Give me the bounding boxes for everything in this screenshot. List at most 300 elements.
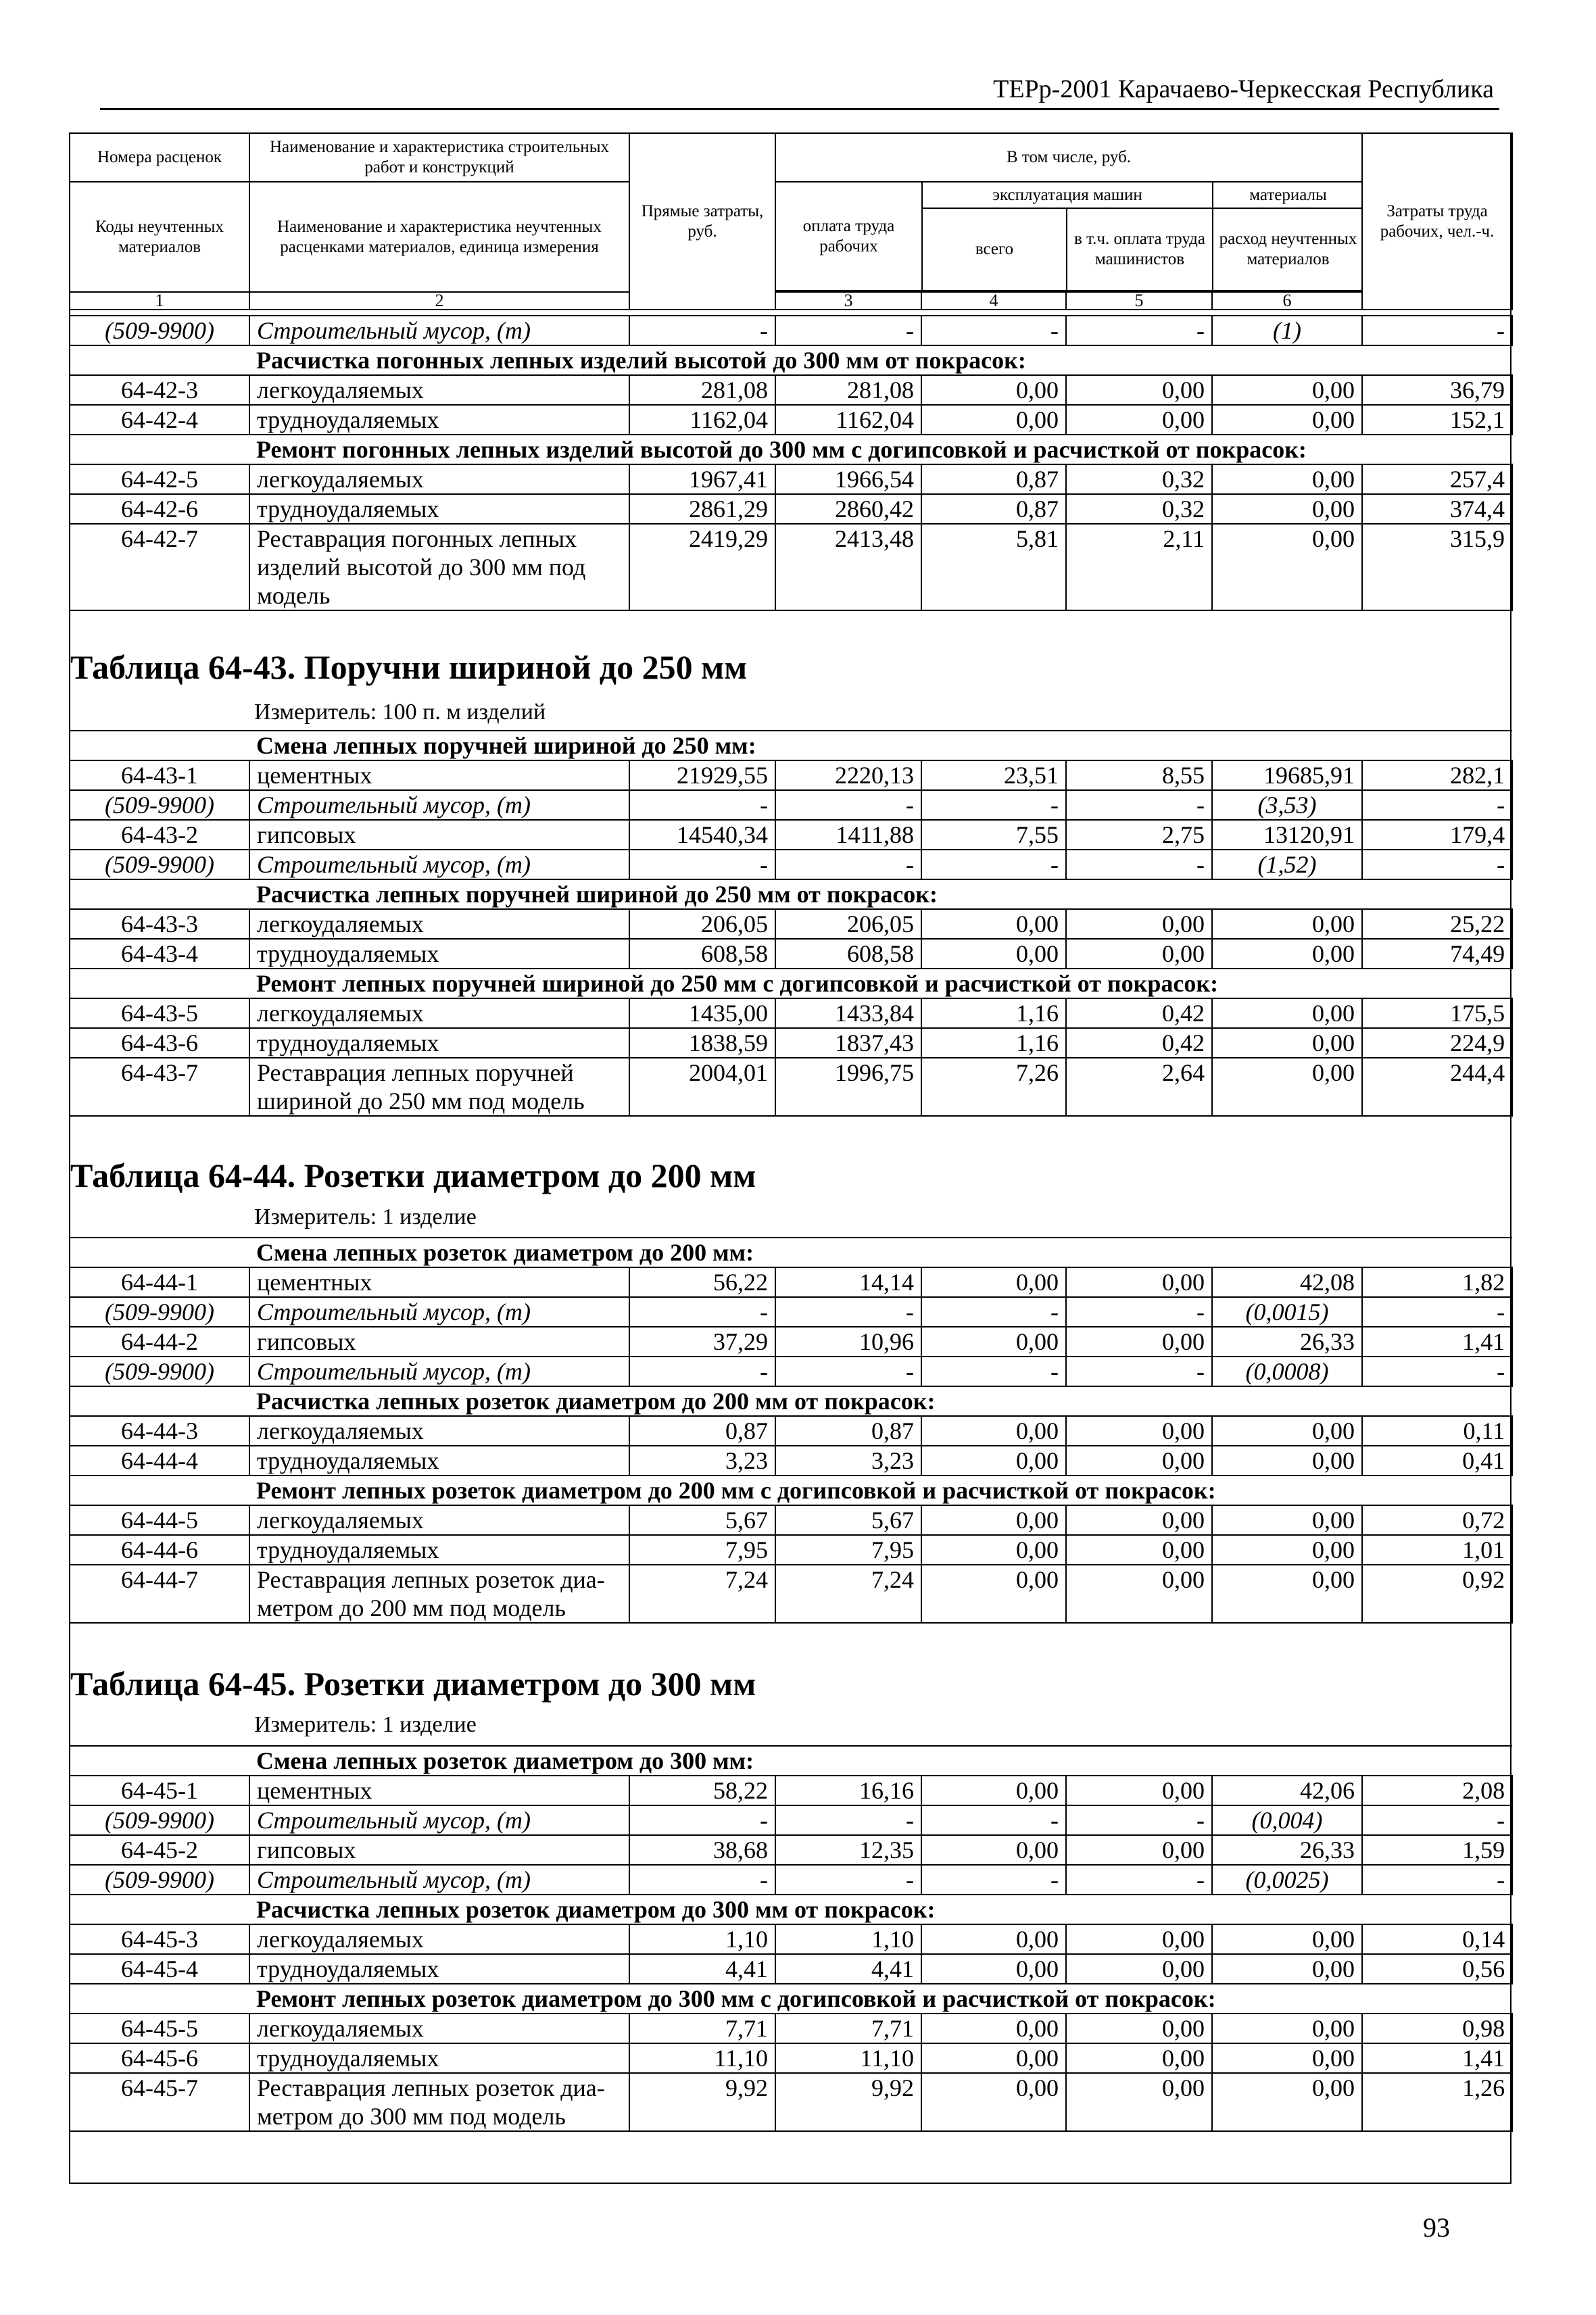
table-row [70, 494, 1512, 524]
labor-costs-cell: 175,5 [1362, 998, 1512, 1028]
labor-pay-cell: - [775, 790, 921, 820]
work-name-cell: Строительный мусор, (т) [249, 850, 629, 879]
work-name-cell: легкоудаляемых [249, 1416, 629, 1446]
work-name-cell: легкоудаляемых [249, 998, 629, 1028]
table-measure: Измеритель: 1 изделие [254, 1204, 477, 1229]
materials-cell: 42,08 [1212, 1267, 1362, 1297]
direct-costs-cell: 7,95 [629, 1535, 775, 1565]
machines-pay-cell: 0,00 [1066, 1416, 1212, 1446]
labor-costs-cell: 0,92 [1362, 1565, 1512, 1623]
materials-cell: 0,00 [1212, 2073, 1362, 2131]
labor-pay-cell: 3,23 [775, 1446, 921, 1476]
machines-pay-cell: 2,11 [1066, 524, 1212, 610]
table-row [70, 1535, 1512, 1565]
direct-costs-cell: 37,29 [629, 1327, 775, 1357]
machines-total-cell: 0,00 [921, 375, 1066, 405]
category-row [70, 1238, 1512, 1267]
rate-code-cell: 64-44-3 [70, 1416, 249, 1446]
machines-total-cell: 0,00 [921, 1954, 1066, 1984]
materials-cell: 42,06 [1212, 1776, 1362, 1805]
rate-code-cell: 64-43-5 [70, 998, 249, 1028]
col-num: 6 [1212, 292, 1362, 310]
rate-code-cell: 64-43-2 [70, 820, 249, 850]
machines-total-cell: 0,00 [921, 1267, 1066, 1297]
labor-pay-cell: 7,95 [775, 1535, 921, 1565]
machines-pay-cell: 0,32 [1066, 464, 1212, 494]
labor-pay-cell: 206,05 [775, 909, 921, 939]
machines-total-cell: - [921, 850, 1066, 879]
machines-pay-cell: 0,00 [1066, 1267, 1212, 1297]
work-name-cell: трудноудаляемых [249, 1954, 629, 1984]
rate-code-cell: 64-43-7 [70, 1058, 249, 1116]
work-name-cell: трудноудаляемых [249, 1535, 629, 1565]
work-name-cell: трудноудаляемых [249, 1028, 629, 1058]
direct-costs-cell: 2004,01 [629, 1058, 775, 1116]
category-row [70, 1895, 1512, 1924]
labor-pay-cell: 1,10 [775, 1924, 921, 1954]
rate-code-cell: 64-44-5 [70, 1505, 249, 1535]
work-name-cell: гипсовых [249, 1327, 629, 1357]
work-name-cell: цементных [249, 1776, 629, 1805]
work-name-cell: трудноудаляемых [249, 405, 629, 435]
labor-costs-cell: 1,41 [1362, 1327, 1512, 1357]
materials-cell: 0,00 [1212, 375, 1362, 405]
category-row [70, 1746, 1512, 1776]
labor-costs-cell: 282,1 [1362, 760, 1512, 790]
labor-costs-cell: 152,1 [1362, 405, 1512, 435]
direct-costs-cell: - [629, 1357, 775, 1386]
direct-costs-cell: 56,22 [629, 1267, 775, 1297]
materials-cell: 0,00 [1212, 1535, 1362, 1565]
section-table [69, 315, 1513, 611]
materials-cell: (0,0025) [1212, 1865, 1362, 1895]
labor-costs-cell: 244,4 [1362, 1058, 1512, 1116]
direct-costs-cell: 206,05 [629, 909, 775, 939]
table-row [70, 464, 1512, 494]
work-name-cell: Строительный мусор, (т) [249, 1297, 629, 1327]
labor-pay-cell: 12,35 [775, 1835, 921, 1865]
col-name-materials: Наименование и характеристика неучтенных расценками материалов, единица измерения [249, 182, 629, 292]
direct-costs-cell: 5,67 [629, 1505, 775, 1535]
labor-pay-cell: 2413,48 [775, 524, 921, 610]
table-row [70, 405, 1512, 435]
machines-total-cell: 0,00 [921, 2073, 1066, 2131]
category-caption: Смена лепных розеток диаметром до 200 мм: [70, 1238, 1512, 1267]
materials-cell: 0,00 [1212, 1505, 1362, 1535]
section-table [69, 730, 1513, 1117]
direct-costs-cell: - [629, 316, 775, 345]
rate-code-cell: 64-43-4 [70, 939, 249, 969]
machines-pay-cell: - [1066, 850, 1212, 879]
rate-code-cell: 64-45-3 [70, 1924, 249, 1954]
col-machines-pay: в т.ч. оплата труда машинистов [1067, 208, 1213, 291]
machines-pay-cell: 0,00 [1066, 1565, 1212, 1623]
machines-pay-cell: - [1066, 1357, 1212, 1386]
work-name-cell: легкоудаляемых [249, 1505, 629, 1535]
labor-costs-cell: 1,26 [1362, 2073, 1512, 2131]
labor-costs-cell: 0,72 [1362, 1505, 1512, 1535]
category-row [70, 969, 1512, 998]
material-row [70, 790, 1512, 820]
col-num: 5 [1066, 292, 1212, 310]
category-row [70, 731, 1512, 760]
machines-total-cell: 1,16 [921, 998, 1066, 1028]
table-row [70, 1776, 1512, 1805]
col-num: 3 [775, 292, 921, 310]
labor-costs-cell: 257,4 [1362, 464, 1512, 494]
direct-costs-cell: 9,92 [629, 2073, 775, 2131]
labor-costs-cell: 0,56 [1362, 1954, 1512, 1984]
labor-pay-cell: - [775, 1805, 921, 1835]
labor-costs-cell: 25,22 [1362, 909, 1512, 939]
col-direct-costs: Прямые затраты, руб. [629, 133, 775, 310]
work-name-cell: легкоудаляемых [249, 1924, 629, 1954]
machines-pay-cell: 0,00 [1066, 939, 1212, 969]
rate-code-cell: 64-44-2 [70, 1327, 249, 1357]
machines-pay-cell: 2,75 [1066, 820, 1212, 850]
table-measure: Измеритель: 1 изделие [254, 1712, 477, 1737]
labor-costs-cell: - [1362, 850, 1512, 879]
materials-cell: 0,00 [1212, 1954, 1362, 1984]
col-num: 1 [70, 292, 249, 310]
labor-pay-cell: - [775, 1357, 921, 1386]
machines-pay-cell: 0,00 [1066, 2014, 1212, 2043]
materials-cell: 0,00 [1212, 524, 1362, 610]
direct-costs-cell: 3,23 [629, 1446, 775, 1476]
materials-cell: (0,0015) [1212, 1297, 1362, 1327]
labor-costs-cell: - [1362, 1297, 1512, 1327]
table-row [70, 375, 1512, 405]
machines-pay-cell: 0,42 [1066, 998, 1212, 1028]
labor-pay-cell: - [775, 1865, 921, 1895]
machines-total-cell: 0,00 [921, 405, 1066, 435]
table-row [70, 1267, 1512, 1297]
rate-code-cell: 64-43-6 [70, 1028, 249, 1058]
machines-pay-cell: 8,55 [1066, 760, 1212, 790]
labor-costs-cell: - [1362, 790, 1512, 820]
rate-code-cell: 64-45-2 [70, 1835, 249, 1865]
labor-pay-cell: 10,96 [775, 1327, 921, 1357]
labor-pay-cell: 14,14 [775, 1267, 921, 1297]
work-name-cell: трудноудаляемых [249, 494, 629, 524]
section-table [69, 1237, 1513, 1624]
machines-pay-cell: - [1066, 1297, 1212, 1327]
machines-pay-cell: - [1066, 790, 1212, 820]
header-rule [100, 108, 1499, 110]
category-row [70, 435, 1512, 464]
category-row [70, 345, 1512, 375]
rate-code-cell: 64-42-3 [70, 375, 249, 405]
labor-costs-cell: 179,4 [1362, 820, 1512, 850]
labor-pay-cell: 281,08 [775, 375, 921, 405]
labor-pay-cell: 0,87 [775, 1416, 921, 1446]
running-header: ТЕРр-2001 Карачаево-Черкесская Республика [993, 75, 1494, 103]
materials-cell: 13120,91 [1212, 820, 1362, 850]
rate-code-cell: (509-9900) [70, 1357, 249, 1386]
labor-costs-cell: 0,14 [1362, 1924, 1512, 1954]
labor-pay-cell: 1996,75 [775, 1058, 921, 1116]
category-caption: Ремонт погонных лепных изделий высотой до 300 мм с догипсовкой и расчисткой от покрасок: [70, 435, 1512, 464]
labor-pay-cell: - [775, 1297, 921, 1327]
machines-total-cell: 0,00 [921, 1924, 1066, 1954]
rate-code-cell: 64-44-6 [70, 1535, 249, 1565]
work-name-cell: цементных [249, 1267, 629, 1297]
direct-costs-cell: 608,58 [629, 939, 775, 969]
labor-pay-cell: 4,41 [775, 1954, 921, 1984]
material-row [70, 1805, 1512, 1835]
col-labor-pay: оплата труда рабочих [776, 182, 922, 291]
rate-code-cell: (509-9900) [70, 1297, 249, 1327]
machines-pay-cell: 0,00 [1066, 1924, 1212, 1954]
work-name-cell: цементных [249, 760, 629, 790]
col-num: 2 [249, 292, 629, 310]
direct-costs-cell: 1838,59 [629, 1028, 775, 1058]
col-num: 4 [921, 292, 1066, 310]
direct-costs-cell: - [629, 790, 775, 820]
labor-costs-cell: 0,98 [1362, 2014, 1512, 2043]
machines-pay-cell: - [1066, 316, 1212, 345]
labor-pay-cell: 2220,13 [775, 760, 921, 790]
work-name-cell: Реставрация лепных розеток диа-метром до 300 мм под модель [249, 2073, 629, 2131]
labor-costs-cell: - [1362, 316, 1512, 345]
direct-costs-cell: 1967,41 [629, 464, 775, 494]
machines-total-cell: - [921, 1297, 1066, 1327]
machines-total-cell: - [921, 316, 1066, 345]
page-number: 93 [1423, 2212, 1450, 2243]
materials-cell: 0,00 [1212, 1028, 1362, 1058]
category-row [70, 879, 1512, 909]
rate-code-cell: 64-45-1 [70, 1776, 249, 1805]
table-title: Таблица 64-44. Розетки диаметром до 200 мм [70, 1156, 756, 1194]
rate-code-cell: (509-9900) [70, 1805, 249, 1835]
machines-total-cell: - [921, 790, 1066, 820]
machines-total-cell: - [921, 1357, 1066, 1386]
work-name-cell: трудноудаляемых [249, 2043, 629, 2073]
rate-code-cell: 64-42-4 [70, 405, 249, 435]
materials-cell: (3,53) [1212, 790, 1362, 820]
direct-costs-cell: - [629, 1805, 775, 1835]
rate-code-cell: 64-45-4 [70, 1954, 249, 1984]
col-rate-numbers: Номера расценок [70, 133, 249, 182]
machines-total-cell: 0,00 [921, 1446, 1066, 1476]
direct-costs-cell: 11,10 [629, 2043, 775, 2073]
work-name-cell: легкоудаляемых [249, 375, 629, 405]
machines-total-cell: 0,00 [921, 1505, 1066, 1535]
work-name-cell: Реставрация лепных поручней шириной до 250 мм под модель [249, 1058, 629, 1116]
labor-pay-cell: 11,10 [775, 2043, 921, 2073]
category-caption: Расчистка лепных поручней шириной до 250 мм от покрасок: [70, 879, 1512, 909]
rate-code-cell: 64-42-6 [70, 494, 249, 524]
col-sub-header [775, 182, 1362, 292]
materials-cell: 0,00 [1212, 1446, 1362, 1476]
rate-code-cell: 64-42-7 [70, 524, 249, 610]
table-row [70, 820, 1512, 850]
labor-pay-cell: 608,58 [775, 939, 921, 969]
materials-cell: 0,00 [1212, 939, 1362, 969]
machines-pay-cell: - [1066, 1865, 1212, 1895]
rate-code-cell: 64-45-7 [70, 2073, 249, 2131]
table-row [70, 1028, 1512, 1058]
machines-pay-cell: 0,00 [1066, 1776, 1212, 1805]
work-name-cell: Строительный мусор, (т) [249, 1357, 629, 1386]
machines-pay-cell: 0,00 [1066, 405, 1212, 435]
labor-costs-cell: - [1362, 1865, 1512, 1895]
category-caption: Смена лепных поручней шириной до 250 мм: [70, 731, 1512, 760]
work-name-cell: Реставрация лепных розеток диа-метром до 200 мм под модель [249, 1565, 629, 1623]
work-name-cell: Строительный мусор, (т) [249, 790, 629, 820]
materials-cell: 0,00 [1212, 909, 1362, 939]
material-row [70, 850, 1512, 879]
col-machines-total: всего [922, 208, 1067, 291]
machines-total-cell: - [921, 1805, 1066, 1835]
work-name-cell: Реставрация погонных лепных изделий высотой до 300 мм под модель [249, 524, 629, 610]
direct-costs-cell: 38,68 [629, 1835, 775, 1865]
labor-costs-cell: 1,01 [1362, 1535, 1512, 1565]
work-name-cell: легкоудаляемых [249, 2014, 629, 2043]
direct-costs-cell: 21929,55 [629, 760, 775, 790]
materials-cell: (0,004) [1212, 1805, 1362, 1835]
direct-costs-cell: 2419,29 [629, 524, 775, 610]
col-codes: Коды неучтенных материалов [70, 182, 249, 292]
category-caption: Расчистка лепных розеток диаметром до 200 мм от покрасок: [70, 1386, 1512, 1416]
table-row [70, 1505, 1512, 1535]
work-name-cell: легкоудаляемых [249, 909, 629, 939]
table-title: Таблица 64-43. Поручни шириной до 250 мм [70, 648, 748, 686]
rate-code-cell: (509-9900) [70, 316, 249, 345]
labor-pay-cell: 1411,88 [775, 820, 921, 850]
work-name-cell: Строительный мусор, (т) [249, 1865, 629, 1895]
labor-pay-cell: - [775, 316, 921, 345]
category-caption: Ремонт лепных розеток диаметром до 300 мм с догипсовкой и расчисткой от покрасок: [70, 1984, 1512, 2014]
labor-costs-cell: 374,4 [1362, 494, 1512, 524]
direct-costs-cell: 7,24 [629, 1565, 775, 1623]
table-row [70, 2073, 1512, 2131]
rate-code-cell: (509-9900) [70, 1865, 249, 1895]
rate-code-cell: 64-44-4 [70, 1446, 249, 1476]
machines-pay-cell: 2,64 [1066, 1058, 1212, 1116]
direct-costs-cell: 58,22 [629, 1776, 775, 1805]
machines-total-cell: 1,16 [921, 1028, 1066, 1058]
labor-costs-cell: - [1362, 1357, 1512, 1386]
table-row [70, 909, 1512, 939]
materials-cell: 0,00 [1212, 494, 1362, 524]
table-row [70, 1924, 1512, 1954]
rate-code-cell: 64-45-5 [70, 2014, 249, 2043]
labor-costs-cell: 224,9 [1362, 1028, 1512, 1058]
materials-cell: 19685,91 [1212, 760, 1362, 790]
table-row [70, 1565, 1512, 1623]
labor-costs-cell: 1,59 [1362, 1835, 1512, 1865]
machines-total-cell: 0,87 [921, 464, 1066, 494]
category-caption: Ремонт лепных розеток диаметром до 200 мм с догипсовкой и расчисткой от покрасок: [70, 1476, 1512, 1505]
materials-cell: 0,00 [1212, 1058, 1362, 1116]
col-name: Наименование и характеристика строительных работ и конструкций [249, 133, 629, 182]
machines-pay-cell: 0,00 [1066, 1835, 1212, 1865]
category-row [70, 1984, 1512, 2014]
machines-total-cell: 0,00 [921, 1327, 1066, 1357]
material-row [70, 1297, 1512, 1327]
machines-pay-cell: 0,00 [1066, 1446, 1212, 1476]
material-row [70, 316, 1512, 345]
direct-costs-cell: 1435,00 [629, 998, 775, 1028]
direct-costs-cell: 7,71 [629, 2014, 775, 2043]
machines-pay-cell: 0,00 [1066, 1327, 1212, 1357]
materials-cell: 0,00 [1212, 2043, 1362, 2073]
direct-costs-cell: 1162,04 [629, 405, 775, 435]
labor-pay-cell: 9,92 [775, 2073, 921, 2131]
machines-total-cell: 0,00 [921, 1565, 1066, 1623]
rate-code-cell: (509-9900) [70, 850, 249, 879]
col-labor-costs: Затраты труда рабочих, чел.-ч. [1362, 133, 1512, 310]
materials-cell: 0,00 [1212, 1416, 1362, 1446]
category-caption: Расчистка погонных лепных изделий высотой до 300 мм от покрасок: [70, 345, 1512, 375]
direct-costs-cell: 14540,34 [629, 820, 775, 850]
materials-cell: 0,00 [1212, 1924, 1362, 1954]
work-name-cell: Строительный мусор, (т) [249, 1805, 629, 1835]
machines-total-cell: 0,00 [921, 909, 1066, 939]
machines-pay-cell: - [1066, 1805, 1212, 1835]
labor-costs-cell: 1,41 [1362, 2043, 1512, 2073]
materials-cell: (1,52) [1212, 850, 1362, 879]
machines-pay-cell: 0,00 [1066, 2043, 1212, 2073]
rate-code-cell: 64-44-1 [70, 1267, 249, 1297]
labor-pay-cell: 16,16 [775, 1776, 921, 1805]
work-name-cell: гипсовых [249, 1835, 629, 1865]
labor-pay-cell: 7,24 [775, 1565, 921, 1623]
machines-total-cell: 7,26 [921, 1058, 1066, 1116]
category-caption: Расчистка лепных розеток диаметром до 300 мм от покрасок: [70, 1895, 1512, 1924]
machines-pay-cell: 0,00 [1066, 1954, 1212, 1984]
labor-pay-cell: 1433,84 [775, 998, 921, 1028]
col-machines: эксплуатация машин [922, 182, 1213, 208]
machines-pay-cell: 0,32 [1066, 494, 1212, 524]
col-materials-unaccounted: расход неучтенных материалов [1213, 208, 1362, 291]
table-row [70, 1954, 1512, 1984]
section-table [69, 1745, 1513, 2132]
rate-code-cell: 64-43-1 [70, 760, 249, 790]
labor-pay-cell: - [775, 850, 921, 879]
labor-pay-cell: 1837,43 [775, 1028, 921, 1058]
materials-cell: 26,33 [1212, 1327, 1362, 1357]
work-name-cell: трудноудаляемых [249, 939, 629, 969]
table-row [70, 2014, 1512, 2043]
labor-costs-cell: 0,41 [1362, 1446, 1512, 1476]
direct-costs-cell: 281,08 [629, 375, 775, 405]
labor-pay-cell: 2860,42 [775, 494, 921, 524]
material-row [70, 1357, 1512, 1386]
labor-pay-cell: 5,67 [775, 1505, 921, 1535]
direct-costs-cell: - [629, 1865, 775, 1895]
materials-cell: 0,00 [1212, 2014, 1362, 2043]
rate-code-cell: 64-42-5 [70, 464, 249, 494]
labor-costs-cell: 0,11 [1362, 1416, 1512, 1446]
labor-costs-cell: 2,08 [1362, 1776, 1512, 1805]
machines-total-cell: 0,00 [921, 2043, 1066, 2073]
machines-total-cell: 0,00 [921, 1416, 1066, 1446]
table-row [70, 939, 1512, 969]
labor-pay-cell: 1162,04 [775, 405, 921, 435]
machines-total-cell: 23,51 [921, 760, 1066, 790]
materials-cell: (0,0008) [1212, 1357, 1362, 1386]
labor-costs-cell: 36,79 [1362, 375, 1512, 405]
rate-code-cell: (509-9900) [70, 790, 249, 820]
category-caption: Ремонт лепных поручней шириной до 250 мм с догипсовкой и расчисткой от покрасок: [70, 969, 1512, 998]
machines-pay-cell: 0,00 [1066, 909, 1212, 939]
category-row [70, 1386, 1512, 1416]
table-row [70, 760, 1512, 790]
machines-total-cell: 0,00 [921, 939, 1066, 969]
materials-cell: 26,33 [1212, 1835, 1362, 1865]
